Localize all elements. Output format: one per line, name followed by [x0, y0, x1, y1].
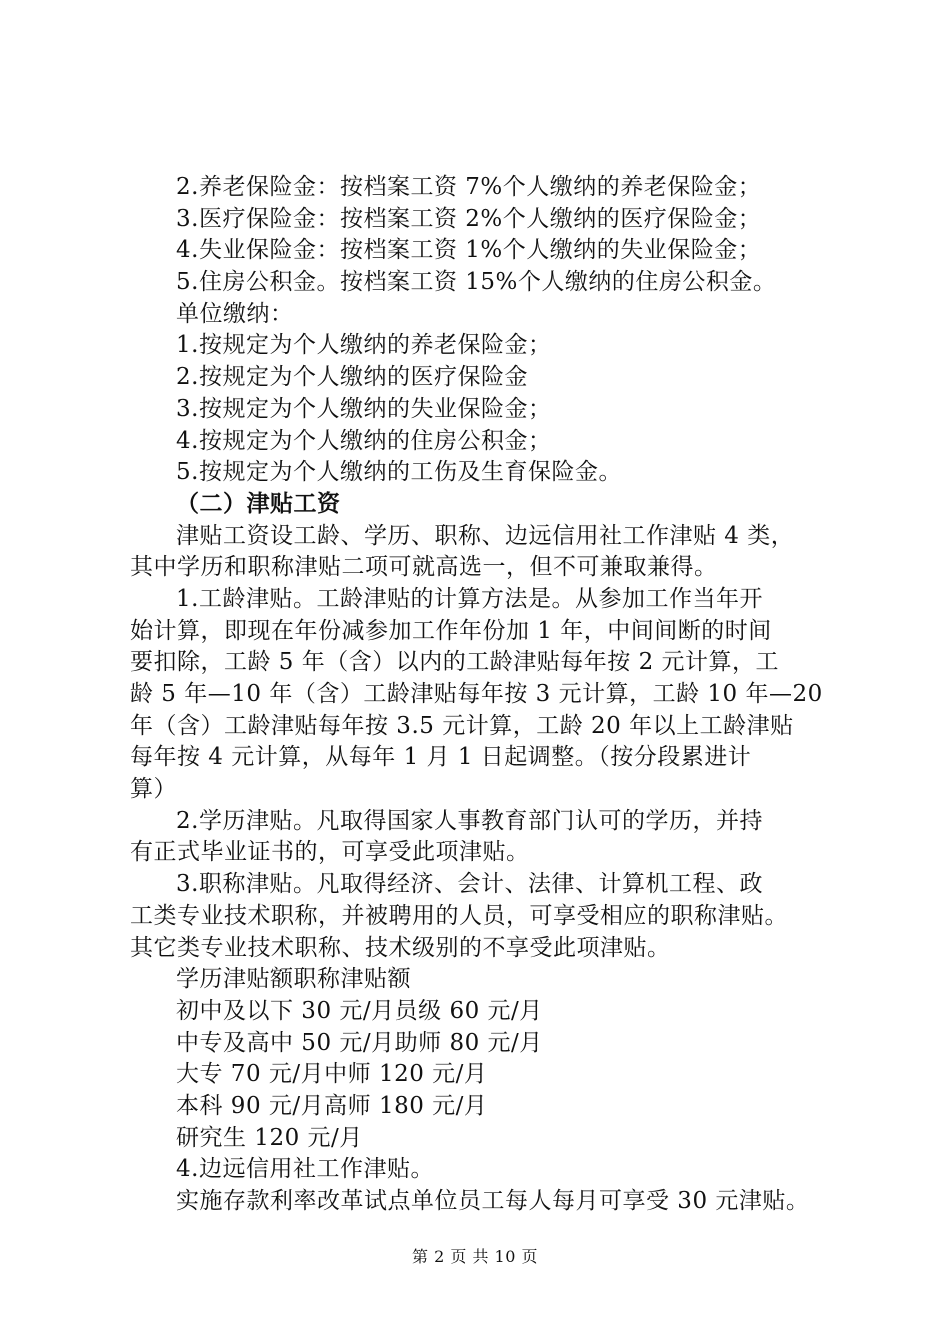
paragraph-line: 4.边远信用社工作津贴。 [176, 1156, 434, 1183]
section-heading: （二）津贴工资 [176, 490, 341, 517]
paragraph-line: 工类专业技术职称，并被聘用的人员，可享受相应的职称津贴。 [130, 902, 788, 929]
paragraph-line: 算） [130, 776, 177, 803]
paragraph-line: 3.职称津贴。凡取得经济、会计、法律、计算机工程、政 [176, 871, 763, 898]
paragraph-line: 1.按规定为个人缴纳的养老保险金； [176, 332, 552, 359]
paragraph-line: 初中及以下 30 元/月员级 60 元/月 [176, 997, 543, 1024]
paragraph-line: 4.按规定为个人缴纳的住房公积金； [176, 427, 552, 454]
paragraph-line: 津贴工资设工龄、学历、职称、边远信用社工作津贴 4 类， [176, 522, 795, 549]
paragraph-line: 4.失业保险金：按档案工资 1%个人缴纳的失业保险金； [176, 237, 762, 264]
paragraph-line: 3.医疗保险金：按档案工资 2%个人缴纳的医疗保险金； [176, 205, 762, 232]
paragraph-line: 中专及高中 50 元/月助师 80 元/月 [176, 1029, 543, 1056]
paragraph-line: 始计算，即现在年份减参加工作年份加 1 年，中间间断的时间 [130, 617, 772, 644]
paragraph-line: 1.工龄津贴。工龄津贴的计算方法是。从参加工作当年开 [176, 585, 763, 612]
paragraph-line: 本科 90 元/月高师 180 元/月 [176, 1092, 488, 1119]
paragraph-line: 年（含）工龄津贴每年按 3.5 元计算，工龄 20 年以上工龄津贴 [130, 712, 794, 739]
paragraph-line: 学历津贴额职称津贴额 [176, 966, 411, 993]
page-footer: 第 2 页 共 10 页 [412, 1247, 538, 1266]
paragraph-line: 单位缴纳： [176, 300, 294, 327]
paragraph-line: 5.住房公积金。按档案工资 15%个人缴纳的住房公积金。 [176, 269, 777, 296]
paragraph-line: 龄 5 年—10 年（含）工龄津贴每年按 3 元计算，工龄 10 年—20 [130, 681, 823, 707]
paragraph-line: 要扣除，工龄 5 年（含）以内的工龄津贴每年按 2 元计算，工 [130, 649, 780, 676]
paragraph-line: 2.按规定为个人缴纳的医疗保险金 [176, 364, 528, 391]
paragraph-line: 每年按 4 元计算，从每年 1 月 1 日起调整。（按分段累进计 [130, 744, 752, 771]
paragraph-line: 其它类专业技术职称、技术级别的不享受此项津贴。 [130, 934, 671, 961]
paragraph-line: 5.按规定为个人缴纳的工伤及生育保险金。 [176, 459, 622, 486]
paragraph-line: 2.学历津贴。凡取得国家人事教育部门认可的学历，并持 [176, 807, 763, 834]
paragraph-line: 其中学历和职称津贴二项可就高选一，但不可兼取兼得。 [130, 554, 718, 581]
paragraph-line: 研究生 120 元/月 [176, 1124, 363, 1151]
paragraph-line: 有正式毕业证书的，可享受此项津贴。 [130, 839, 530, 866]
paragraph-line: 2.养老保险金：按档案工资 7%个人缴纳的养老保险金； [176, 174, 762, 200]
paragraph-line: 3.按规定为个人缴纳的失业保险金； [176, 395, 552, 422]
document-body [130, 172, 862, 1218]
paragraph-line: 大专 70 元/月中师 120 元/月 [176, 1061, 488, 1088]
paragraph-line: 实施存款利率改革试点单位员工每人每月可享受 30 元津贴。 [176, 1188, 810, 1214]
